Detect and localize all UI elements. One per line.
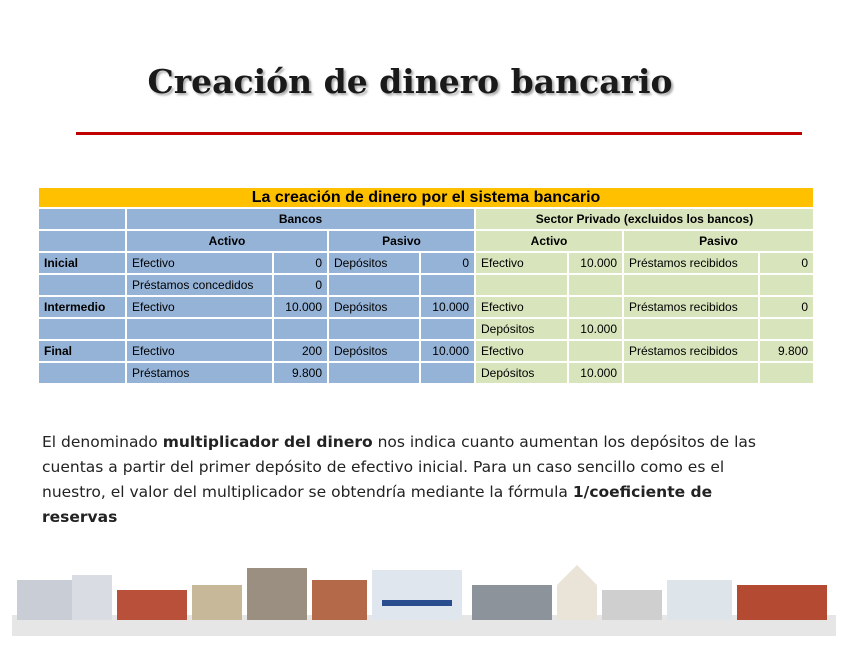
row-label [39, 363, 125, 383]
privado-activo-item [476, 275, 567, 295]
bancos-pasivo-value [421, 363, 474, 383]
privado-activo-item: Depósitos [476, 363, 567, 383]
bancos-pasivo-value [421, 319, 474, 339]
privado-activo-item: Efectivo [476, 297, 567, 317]
slide-title: Creación de dinero bancario [147, 62, 673, 101]
bancos-pasivo-item: Depósitos [329, 253, 419, 273]
table-row [39, 341, 813, 361]
table-row [39, 297, 813, 317]
bancos-pasivo-value: 0 [421, 253, 474, 273]
row-label [39, 275, 125, 295]
bancos-activo-item: Efectivo [127, 253, 272, 273]
privado-pasivo-item [624, 319, 758, 339]
bancos-activo-value: 0 [274, 275, 327, 295]
privado-pasivo-value [760, 319, 813, 339]
table-row [39, 275, 813, 295]
header-bancos-pasivo: Pasivo [329, 231, 474, 251]
privado-pasivo-value [760, 363, 813, 383]
bancos-activo-item: Efectivo [127, 297, 272, 317]
bancos-activo-item: Efectivo [127, 341, 272, 361]
header-privado-activo: Activo [476, 231, 622, 251]
privado-pasivo-value: 0 [760, 253, 813, 273]
row-label [39, 319, 125, 339]
privado-activo-value [569, 341, 622, 361]
privado-pasivo-item: Préstamos recibidos [624, 341, 758, 361]
bancos-activo-value: 0 [274, 253, 327, 273]
bold-formula: 1/coeficiente de reservas [42, 483, 713, 526]
row-label: Intermedio [39, 297, 125, 317]
privado-pasivo-value: 9.800 [760, 341, 813, 361]
bancos-pasivo-item: Depósitos [329, 341, 419, 361]
header-bancos-activo: Activo [127, 231, 327, 251]
bancos-activo-value: 9.800 [274, 363, 327, 383]
bancos-activo-item: Préstamos concedidos [127, 275, 272, 295]
text: nos indica cuanto aumentan los depósitos de las cuentas a partir del primer depósito de efectivo inicial. Para un caso sencillo como es el nuestro, el valor del multiplicador se obtendría mediante la fórmula [42, 433, 756, 501]
row-label: Final [39, 341, 125, 361]
header-privado-pasivo: Pasivo [624, 231, 813, 251]
privado-activo-item: Efectivo [476, 253, 567, 273]
bancos-pasivo-value: 10.000 [421, 297, 474, 317]
header-sector-privado: Sector Privado (excluidos los bancos) [476, 209, 813, 229]
privado-pasivo-value: 0 [760, 297, 813, 317]
bancos-pasivo-value [421, 275, 474, 295]
bancos-pasivo-value: 10.000 [421, 341, 474, 361]
privado-pasivo-value [760, 275, 813, 295]
privado-activo-value: 10.000 [569, 319, 622, 339]
buildings-illustration [12, 560, 836, 636]
bancos-activo-item: Préstamos [127, 363, 272, 383]
privado-activo-value: 10.000 [569, 363, 622, 383]
bancos-pasivo-item [329, 319, 419, 339]
privado-pasivo-item [624, 275, 758, 295]
money-creation-table [37, 186, 815, 385]
bancos-pasivo-item [329, 363, 419, 383]
table-row [39, 319, 813, 339]
privado-activo-item: Depósitos [476, 319, 567, 339]
privado-pasivo-item [624, 363, 758, 383]
bancos-activo-value: 200 [274, 341, 327, 361]
bancos-activo-value: 10.000 [274, 297, 327, 317]
bold-term: multiplicador del dinero [162, 433, 373, 451]
privado-pasivo-item: Préstamos recibidos [624, 297, 758, 317]
table-row [39, 363, 813, 383]
bancos-activo-item [127, 319, 272, 339]
privado-activo-value [569, 297, 622, 317]
bancos-activo-value [274, 319, 327, 339]
row-label: Inicial [39, 253, 125, 273]
privado-activo-value [569, 275, 622, 295]
table-caption: La creación de dinero por el sistema bancario [39, 188, 813, 207]
privado-pasivo-item: Préstamos recibidos [624, 253, 758, 273]
title-divider [76, 132, 802, 135]
text: El denominado [42, 433, 163, 451]
privado-activo-item: Efectivo [476, 341, 567, 361]
header-bancos: Bancos [127, 209, 474, 229]
explanation-paragraph [42, 430, 782, 530]
privado-activo-value: 10.000 [569, 253, 622, 273]
bancos-pasivo-item: Depósitos [329, 297, 419, 317]
table-row [39, 253, 813, 273]
bancos-pasivo-item [329, 275, 419, 295]
